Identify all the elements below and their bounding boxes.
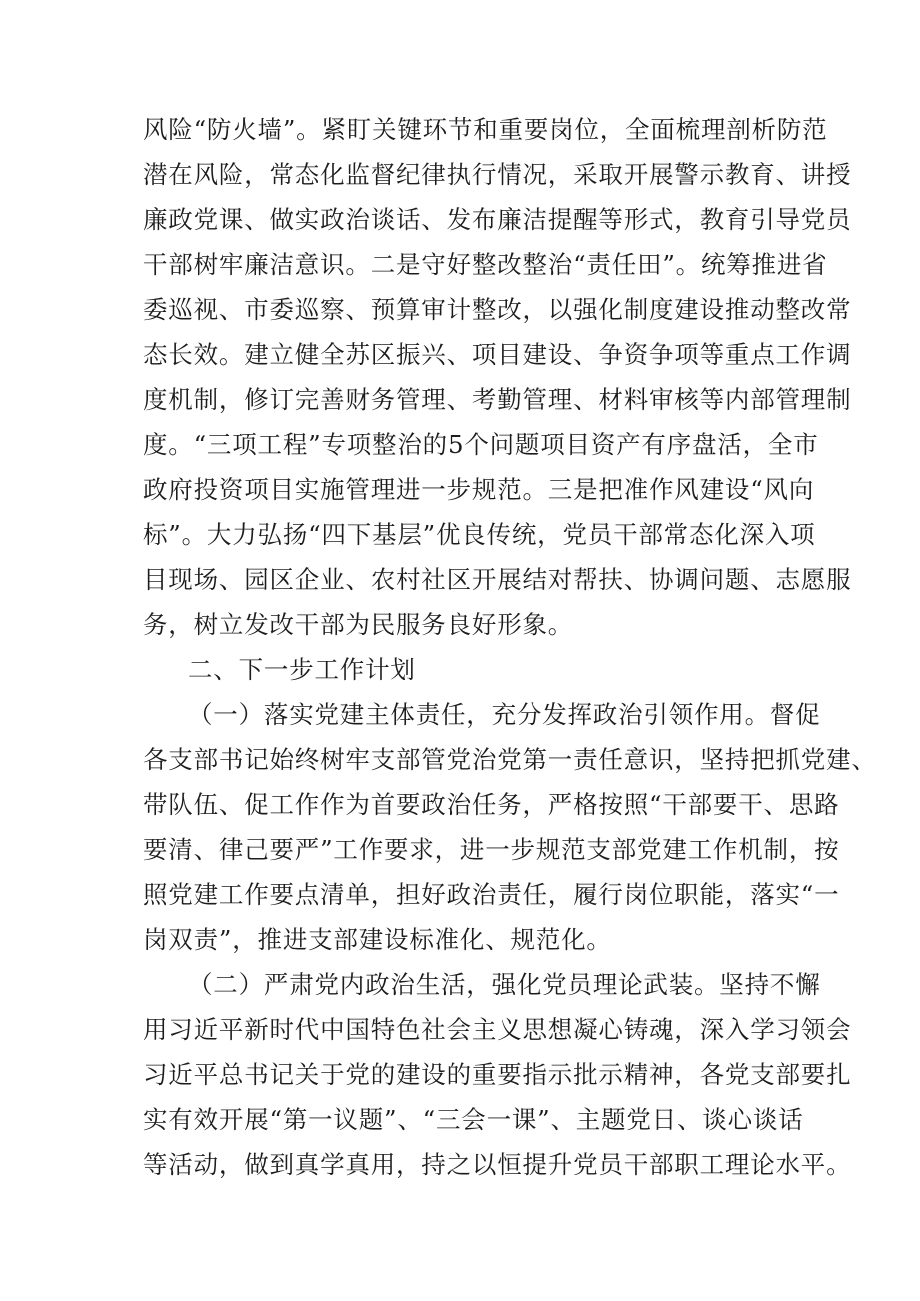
text-line: 政府投资项目实施管理进一步规范。三是把准作风建设“风向 — [143, 475, 815, 504]
text-line: 实有效开展“第一议题”、“三会一课”、主题党日、谈心谈话 — [143, 1105, 804, 1134]
text-line: 风险“防火墙”。紧盯关键环节和重要岗位，全面梳理剖析防范 — [143, 115, 828, 144]
text-line: 度机制，修订完善财务管理、考勤管理、材料审核等内部管理制 — [143, 385, 852, 414]
text-line: 委巡视、市委巡察、预算审计整改，以强化制度建设推动整改常 — [143, 295, 852, 324]
text-line: 带队伍、促工作作为首要政治任务，严格按照“干部要干、思路 — [143, 790, 840, 819]
paragraph-1-first-line: （一）落实党建主体责任，充分发挥政治引领作用。督促 — [188, 700, 821, 729]
text-line: 标”。大力弘扬“四下基层”优良传统，党员干部常态化深入项 — [143, 520, 816, 549]
text-line: 廉政党课、做实政治谈话、发布廉洁提醒等形式，教育引导党员 — [143, 205, 852, 234]
text-line: 用习近平新时代中国特色社会主义思想凝心铸魂，深入学习领会 — [143, 1015, 852, 1044]
text-line: 岗双责”，推进支部建设标准化、规范化。 — [143, 925, 612, 954]
text-line: 度。“三项工程”专项整治的5个问题项目资产有序盘活，全市 — [143, 430, 819, 459]
text-line: 习近平总书记关于党的建设的重要指示批示精神，各党支部要扎 — [143, 1060, 852, 1089]
text-line: 务，树立发改干部为民服务良好形象。 — [143, 610, 574, 639]
text-line: 照党建工作要点清单，担好政治责任，履行岗位职能，落实“一 — [143, 880, 840, 909]
text-line: 各支部书记始终树牢支部管党治党第一责任意识，坚持把抓党建、 — [143, 745, 877, 774]
paragraph-2-first-line: （二）严肃党内政治生活，强化党员理论武装。坚持不懈 — [188, 970, 821, 999]
text-line: 要清、律己要严”工作要求，进一步规范支部党建工作机制，按 — [143, 835, 840, 864]
text-line: 等活动，做到真学真用，持之以恒提升党员干部职工理论水平。 — [143, 1150, 852, 1179]
text-line: 态长效。建立健全苏区振兴、项目建设、争资争项等重点工作调 — [143, 340, 852, 369]
text-line: 干部树牢廉洁意识。二是守好整改整治“责任田”。统筹推进省 — [143, 250, 828, 279]
text-line: 潜在风险，常态化监督纪律执行情况，采取开展警示教育、讲授 — [143, 160, 852, 189]
section-heading: 二、下一步工作计划 — [188, 655, 416, 684]
text-line: 目现场、园区企业、农村社区开展结对帮扶、协调问题、志愿服 — [143, 565, 852, 594]
